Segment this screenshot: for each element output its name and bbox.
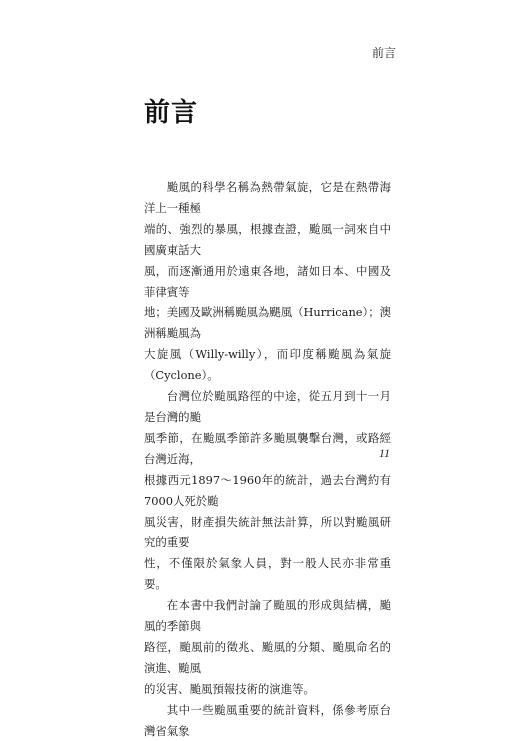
paragraph: 颱風的科學名稱為熱帶氣旋，它是在熱帶海洋上一種極 端的、強烈的暴風，根據查證，颱風一詞來自中國廣東話大 風，而逐漸通用於遠東各地，諸如日本、中國及菲律賓等 地；美國及歐洲稱颱風為颶風（Hurricane）；澳洲稱颱風為 大旋風（Willy-willy），而印度稱颱風為氣旋（Cyclone）。 <box>144 180 391 383</box>
running-head: 前言 <box>371 46 396 60</box>
body-text <box>144 177 391 741</box>
paragraph: 其中一些颱風重要的統計資料，係參考原台灣省氣象 <box>144 702 391 738</box>
chapter-title: 前言 <box>144 98 199 128</box>
page-number: 11 <box>378 446 390 460</box>
paragraph: 在本書中我們討論了颱風的形成與結構，颱風的季節與 路徑，颱風前的徵兆、颱風的分類、颱風命名的演進、颱風 的災害、颱風預報技術的演進等。 <box>144 598 391 696</box>
paragraph: 台灣位於颱風路徑的中途，從五月到十一月是台灣的颱 風季節，在颱風季節許多颱風襲擊台灣，或路經台灣近海， 根據西元1897～1960年的統計，過去台灣約有7000人死於颱 風災害，財產損失統計無法計算，所以對颱風研究的重要 性，不僅限於氣象人員，對一般人民亦非常重要。 <box>144 389 391 592</box>
